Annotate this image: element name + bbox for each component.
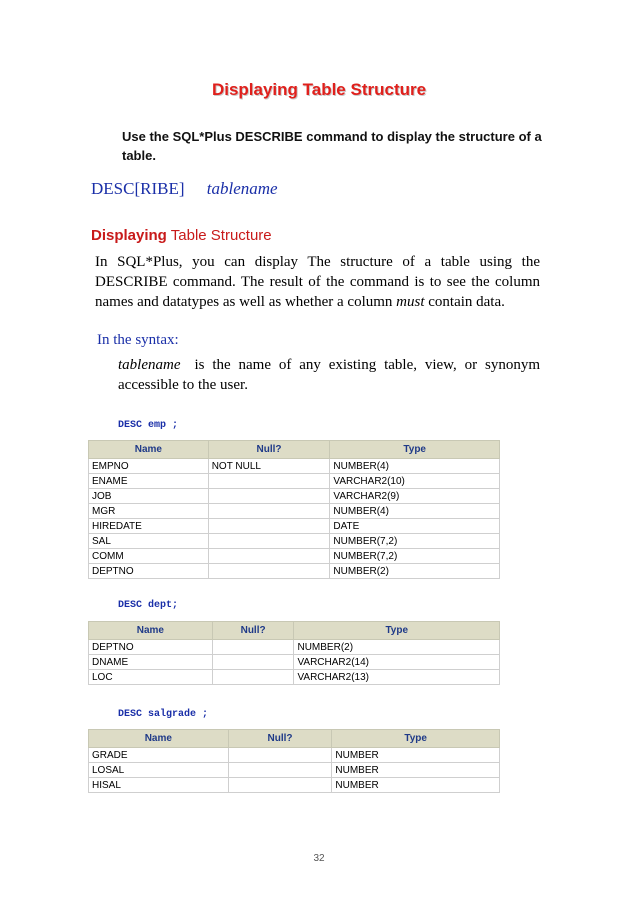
column-header-null: Null? <box>212 622 294 640</box>
syntax-argument: tablename <box>206 179 278 198</box>
cell-null <box>212 655 294 670</box>
body-paragraph <box>95 252 540 312</box>
desc-salgrade-command: DESC salgrade ; <box>118 709 209 720</box>
table-header-row <box>89 622 500 640</box>
cell-null <box>208 474 330 489</box>
cell-name: COMM <box>89 549 209 564</box>
salgrade-structure-table <box>88 729 500 793</box>
syntax-term-description: is the name of any existing table, view, or synonym accessible to the user. <box>118 357 540 393</box>
emp-structure-table <box>88 440 500 579</box>
table-row <box>89 549 500 564</box>
cell-type: NUMBER(2) <box>294 640 500 655</box>
cell-type: VARCHAR2(10) <box>330 474 500 489</box>
table-row <box>89 519 500 534</box>
cell-name: MGR <box>89 504 209 519</box>
cell-name: ENAME <box>89 474 209 489</box>
cell-type: NUMBER <box>332 778 500 793</box>
table-row <box>89 534 500 549</box>
cell-name: DEPTNO <box>89 564 209 579</box>
column-header-name: Name <box>89 730 229 748</box>
section-subheading <box>91 227 272 244</box>
syntax-keyword: DESC[RIBE] <box>91 179 185 198</box>
cell-type: NUMBER(7,2) <box>330 549 500 564</box>
column-header-type: Type <box>332 730 500 748</box>
cell-null <box>228 748 332 763</box>
table-row <box>89 763 500 778</box>
cell-name: HISAL <box>89 778 229 793</box>
cell-type: NUMBER(4) <box>330 459 500 474</box>
cell-name: SAL <box>89 534 209 549</box>
cell-name: DNAME <box>89 655 213 670</box>
cell-type: NUMBER(7,2) <box>330 534 500 549</box>
table-row <box>89 640 500 655</box>
table-row <box>89 655 500 670</box>
cell-null <box>208 504 330 519</box>
cell-null <box>212 640 294 655</box>
table-header-row <box>89 730 500 748</box>
syntax-term: tablename <box>118 357 181 373</box>
cell-null <box>208 519 330 534</box>
table-row <box>89 748 500 763</box>
table-row <box>89 778 500 793</box>
paragraph-part2: contain data. <box>424 294 505 310</box>
page-number: 32 <box>313 853 325 864</box>
paragraph-emphasis: must <box>396 294 425 310</box>
cell-type: NUMBER(2) <box>330 564 500 579</box>
subheading-rest: Table Structure <box>166 227 272 244</box>
cell-null <box>228 763 332 778</box>
cell-null <box>208 549 330 564</box>
cell-name: LOSAL <box>89 763 229 778</box>
syntax-description <box>118 355 540 395</box>
cell-name: EMPNO <box>89 459 209 474</box>
column-header-name: Name <box>89 622 213 640</box>
cell-null <box>212 670 294 685</box>
cell-type: NUMBER <box>332 748 500 763</box>
cell-type: VARCHAR2(9) <box>330 489 500 504</box>
cell-type: NUMBER <box>332 763 500 778</box>
syntax-line <box>91 179 278 199</box>
column-header-null: Null? <box>208 441 330 459</box>
cell-null: NOT NULL <box>208 459 330 474</box>
table-row <box>89 489 500 504</box>
table-row <box>89 459 500 474</box>
cell-type: VARCHAR2(13) <box>294 670 500 685</box>
cell-null <box>208 489 330 504</box>
cell-name: JOB <box>89 489 209 504</box>
table-row <box>89 474 500 489</box>
cell-name: LOC <box>89 670 213 685</box>
table-header-row <box>89 441 500 459</box>
subheading-bold: Displaying <box>91 227 167 244</box>
desc-dept-command: DESC dept; <box>118 600 179 611</box>
syntax-heading: In the syntax: <box>97 332 179 348</box>
table-row <box>89 670 500 685</box>
intro-text: Use the SQL*Plus DESCRIBE command to display the structure of a table. <box>122 129 542 163</box>
page-title: Displaying Table Structure <box>211 80 427 99</box>
cell-name: DEPTNO <box>89 640 213 655</box>
column-header-type: Type <box>294 622 500 640</box>
paragraph-part1: In SQL*Plus, you can display The structure of a table using the DESCRIBE command. The result of the command is to see the column names and datatypes as well as whether a column <box>95 254 540 310</box>
cell-null <box>208 564 330 579</box>
cell-null <box>208 534 330 549</box>
dept-structure-table <box>88 621 500 685</box>
table-row <box>89 504 500 519</box>
table-row <box>89 564 500 579</box>
cell-name: GRADE <box>89 748 229 763</box>
column-header-null: Null? <box>228 730 332 748</box>
column-header-type: Type <box>330 441 500 459</box>
cell-null <box>228 778 332 793</box>
cell-name: HIREDATE <box>89 519 209 534</box>
column-header-name: Name <box>89 441 209 459</box>
cell-type: DATE <box>330 519 500 534</box>
cell-type: NUMBER(4) <box>330 504 500 519</box>
desc-emp-command: DESC emp ; <box>118 420 179 431</box>
cell-type: VARCHAR2(14) <box>294 655 500 670</box>
